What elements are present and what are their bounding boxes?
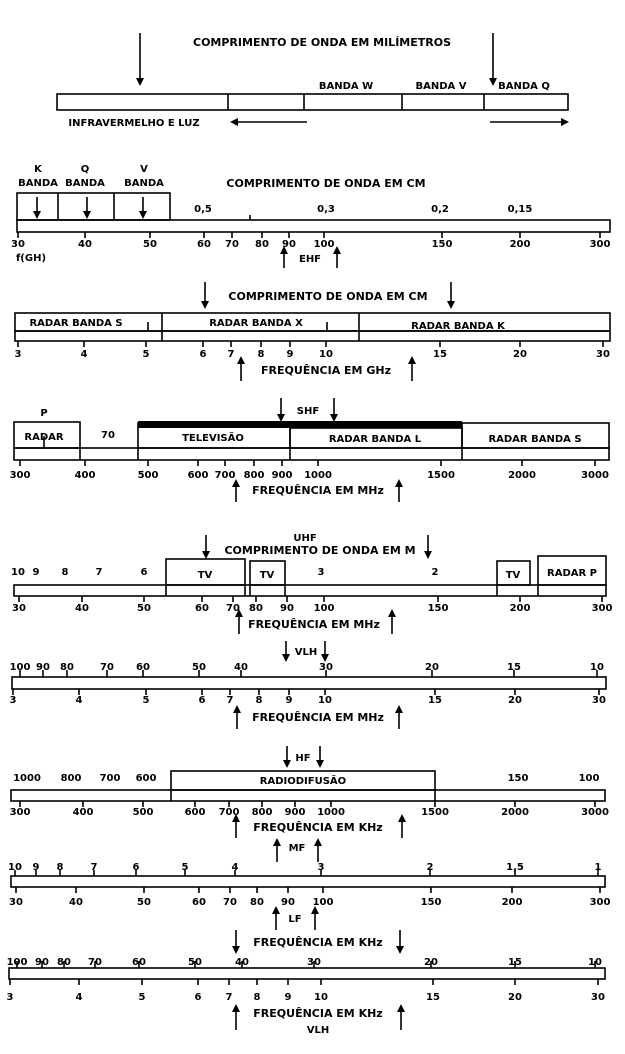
thick-band-bar <box>138 421 462 428</box>
wavelength-label: 2 <box>426 862 434 873</box>
fgh-label: f(GH) <box>15 253 47 264</box>
wavelength-label: 90 <box>35 957 49 968</box>
freq-tick-label: 700 <box>214 470 236 481</box>
freq-tick-label: 40 <box>69 897 83 908</box>
freq-tick-label: 9 <box>286 349 294 360</box>
freq-tick-label: 300 <box>589 239 611 250</box>
s8-freq-label: FREQUÊNCIA EM KHz <box>253 936 383 949</box>
freq-tick-label: 90 <box>281 897 295 908</box>
wavelength-label: 0,5 <box>194 204 212 215</box>
freq-tick-label: 900 <box>284 807 306 818</box>
s9-freq-label: FREQUÊNCIA EM KHz <box>253 1007 383 1020</box>
freq-tick-label: 5 <box>138 992 146 1003</box>
wavelength-label: 20 <box>425 662 439 673</box>
freq-tick-label: 400 <box>72 807 94 818</box>
freq-tick-label: 7 <box>226 695 234 706</box>
wavelength-label: 10 <box>11 567 25 578</box>
radar-x-label: RADAR BANDA X <box>209 318 303 329</box>
s5-title: COMPRIMENTO DE ONDA EM M <box>224 544 416 557</box>
freq-tick-label: 70 <box>226 603 240 614</box>
freq-tick-label: 40 <box>75 603 89 614</box>
wavelength-label: 150 <box>507 773 529 784</box>
ehf-label: EHF <box>298 254 322 265</box>
scale-bar <box>12 677 606 689</box>
freq-tick-label: 10 <box>318 695 332 706</box>
freq-tick-label: 6 <box>198 695 206 706</box>
mf-label: MF <box>288 843 306 854</box>
freq-tick-label: 30 <box>592 695 606 706</box>
s1-title: COMPRIMENTO DE ONDA EM MILÍMETROS <box>193 36 451 49</box>
radar-k-label: RADAR BANDA K <box>411 321 505 332</box>
freq-tick-label: 3 <box>14 349 22 360</box>
wavelength-label: 20 <box>424 957 438 968</box>
wavelength-label: 50 <box>192 662 206 673</box>
s5-freq-label: FREQUÊNCIA EM MHz <box>248 618 380 631</box>
band-bar <box>57 94 568 110</box>
freq-tick-label: 100 <box>313 603 335 614</box>
shf-label: SHF <box>296 406 320 417</box>
scale-bar <box>14 448 609 460</box>
freq-tick-label: 90 <box>282 239 296 250</box>
banda-label: BANDA <box>18 178 58 189</box>
freq-tick-label: 800 <box>243 470 265 481</box>
scale-bar <box>15 331 610 341</box>
freq-tick-label: 4 <box>75 695 83 706</box>
wavelength-label: 9 <box>32 862 40 873</box>
freq-tick-label: 3000 <box>581 807 609 818</box>
wavelength-label: 1,5 <box>506 862 524 873</box>
scale-bar <box>11 876 605 887</box>
freq-tick-label: 300 <box>9 470 31 481</box>
s4-freq-label: FREQUÊNCIA EM MHz <box>252 484 384 497</box>
radar-s-label: RADAR BANDA S <box>488 434 582 445</box>
wavelength-label: 30 <box>319 662 333 673</box>
vlh-label: VLH <box>294 647 318 658</box>
wavelength-label: 90 <box>36 662 50 673</box>
freq-tick-label: 6 <box>199 349 207 360</box>
wavelength-label: 3 <box>317 567 325 578</box>
wavelength-label: 0,3 <box>317 204 335 215</box>
radar-label: RADAR <box>24 432 64 443</box>
banda-label: BANDA <box>65 178 105 189</box>
freq-tick-label: 20 <box>513 349 527 360</box>
kqv-band-box <box>17 193 170 220</box>
wavelength-label: 9 <box>32 567 40 578</box>
freq-tick-label: 80 <box>249 603 263 614</box>
freq-tick-label: 1000 <box>317 807 345 818</box>
v-label: V <box>140 164 148 175</box>
wavelength-label: 60 <box>136 662 150 673</box>
wavelength-label: 70 <box>88 957 102 968</box>
freq-tick-label: 30 <box>9 897 23 908</box>
freq-tick-label: 4 <box>80 349 88 360</box>
wavelength-label: 40 <box>235 957 249 968</box>
banda-label: BANDA <box>124 178 164 189</box>
wavelength-label: 6 <box>132 862 140 873</box>
freq-tick-label: 60 <box>195 603 209 614</box>
wavelength-label: 6 <box>140 567 148 578</box>
freq-tick-label: 150 <box>431 239 453 250</box>
wavelength-label: 70 <box>100 662 114 673</box>
television-label: TELEVISÃO <box>182 433 244 444</box>
scale-bar <box>11 790 605 801</box>
wavelength-label: 3 <box>317 862 325 873</box>
k-label: K <box>34 164 42 175</box>
radar-l-label: RADAR BANDA L <box>328 434 422 445</box>
wavelength-label: 15 <box>507 662 521 673</box>
wavelength-label: 100 <box>578 773 600 784</box>
freq-tick-label: 30 <box>12 603 26 614</box>
freq-tick-label: 70 <box>223 897 237 908</box>
freq-tick-label: 5 <box>142 349 150 360</box>
freq-tick-label: 500 <box>137 470 159 481</box>
wavelength-label: 100 <box>9 662 31 673</box>
wavelength-label: 0,2 <box>431 204 449 215</box>
freq-tick-label: 3 <box>9 695 17 706</box>
vlh-label: VLH <box>306 1025 330 1036</box>
freq-tick-label: 80 <box>255 239 269 250</box>
freq-tick-label: 200 <box>509 603 531 614</box>
freq-tick-label: 8 <box>253 992 261 1003</box>
freq-tick-label: 100 <box>312 897 334 908</box>
freq-tick-label: 4 <box>75 992 83 1003</box>
freq-tick-label: 60 <box>192 897 206 908</box>
wavelength-label: 0,15 <box>507 204 533 215</box>
freq-tick-label: 20 <box>508 695 522 706</box>
freq-tick-label: 200 <box>501 897 523 908</box>
freq-tick-label: 60 <box>197 239 211 250</box>
scale-bar <box>9 968 605 979</box>
s7-freq-label: FREQUÊNCIA EM KHz <box>253 821 383 834</box>
wavelength-label: 40 <box>234 662 248 673</box>
freq-tick-label: 150 <box>427 603 449 614</box>
freq-tick-label: 7 <box>225 992 233 1003</box>
wavelength-label: 15 <box>508 957 522 968</box>
freq-tick-label: 15 <box>433 349 447 360</box>
freq-tick-label: 3000 <box>581 470 609 481</box>
s3-freq-label: FREQUÊNCIA EM GHz <box>261 364 391 377</box>
freq-tick-label: 8 <box>257 349 265 360</box>
tv-label: TV <box>259 570 275 581</box>
freq-tick-label: 300 <box>591 603 613 614</box>
wavelength-label: 4 <box>231 862 239 873</box>
freq-tick-label: 9 <box>284 992 292 1003</box>
freq-tick-label: 1000 <box>304 470 332 481</box>
radiodifusao-label: RADIODIFUSÃO <box>259 776 347 787</box>
freq-tick-label: 10 <box>314 992 328 1003</box>
wavelength-label: 5 <box>181 862 189 873</box>
wavelength-label: 600 <box>135 773 157 784</box>
radar-s-label: RADAR BANDA S <box>29 318 123 329</box>
uhf-label: UHF <box>293 533 317 544</box>
freq-tick-label: 2000 <box>508 470 536 481</box>
freq-tick-label: 600 <box>187 470 209 481</box>
lf-label: LF <box>288 914 302 925</box>
wavelength-label: 2 <box>431 567 439 578</box>
freq-tick-label: 30 <box>591 992 605 1003</box>
banda-w-label: BANDA W <box>318 81 374 92</box>
freq-tick-label: 300 <box>589 897 611 908</box>
freq-tick-label: 20 <box>508 992 522 1003</box>
wavelength-label: 7 <box>95 567 103 578</box>
wavelength-label: 1 <box>594 862 602 873</box>
freq-tick-label: 15 <box>428 695 442 706</box>
freq-tick-label: 100 <box>313 239 335 250</box>
freq-tick-label: 50 <box>143 239 157 250</box>
freq-tick-label: 80 <box>250 897 264 908</box>
wavelength-label: 700 <box>99 773 121 784</box>
banda-q-label: BANDA Q <box>498 81 550 92</box>
tv-label: TV <box>197 570 213 581</box>
tv-label: TV <box>505 570 521 581</box>
freq-tick-label: 2000 <box>501 807 529 818</box>
wavelength-label: 1000 <box>13 773 41 784</box>
scale-bar <box>14 585 606 596</box>
wavelength-label: 800 <box>60 773 82 784</box>
freq-tick-label: 600 <box>184 807 206 818</box>
freq-tick-label: 3 <box>6 992 14 1003</box>
freq-tick-label: 30 <box>11 239 25 250</box>
freq-tick-label: 400 <box>74 470 96 481</box>
wavelength-label: 10 <box>590 662 604 673</box>
seventy-label: 70 <box>101 430 115 441</box>
freq-tick-label: 10 <box>319 349 333 360</box>
hf-label: HF <box>295 753 311 764</box>
wavelength-label: 60 <box>132 957 146 968</box>
p-label: P <box>40 408 48 419</box>
wavelength-label: 50 <box>188 957 202 968</box>
wavelength-label: 8 <box>61 567 69 578</box>
wavelength-label: 100 <box>6 957 28 968</box>
freq-tick-label: 6 <box>194 992 202 1003</box>
banda-v-label: BANDA V <box>415 81 467 92</box>
radar-p-label: RADAR P <box>547 568 597 579</box>
freq-tick-label: 900 <box>271 470 293 481</box>
freq-tick-label: 50 <box>137 603 151 614</box>
wavelength-label: 10 <box>588 957 602 968</box>
wavelength-label: 80 <box>60 662 74 673</box>
wavelength-label: 7 <box>90 862 98 873</box>
freq-tick-label: 700 <box>218 807 240 818</box>
freq-tick-label: 800 <box>251 807 273 818</box>
freq-tick-label: 7 <box>227 349 235 360</box>
wavelength-label: 30 <box>307 957 321 968</box>
s3-title: COMPRIMENTO DE ONDA EM CM <box>228 290 428 303</box>
freq-tick-label: 500 <box>132 807 154 818</box>
freq-tick-label: 8 <box>255 695 263 706</box>
freq-tick-label: 9 <box>285 695 293 706</box>
freq-tick-label: 30 <box>596 349 610 360</box>
s2-title: COMPRIMENTO DE ONDA EM CM <box>226 177 426 190</box>
freq-tick-label: 5 <box>142 695 150 706</box>
freq-tick-label: 150 <box>420 897 442 908</box>
scale-bar <box>17 220 610 232</box>
s6-freq-label: FREQUÊNCIA EM MHz <box>252 711 384 724</box>
freq-tick-label: 300 <box>9 807 31 818</box>
freq-tick-label: 70 <box>225 239 239 250</box>
wavelength-label: 10 <box>8 862 22 873</box>
freq-tick-label: 15 <box>426 992 440 1003</box>
infra-label: INFRAVERMELHO E LUZ <box>68 118 200 129</box>
freq-tick-label: 50 <box>137 897 151 908</box>
wavelength-label: 80 <box>57 957 71 968</box>
freq-tick-label: 40 <box>78 239 92 250</box>
freq-tick-label: 90 <box>280 603 294 614</box>
wavelength-label: 8 <box>56 862 64 873</box>
freq-tick-label: 200 <box>509 239 531 250</box>
q-label: Q <box>80 164 90 175</box>
freq-tick-label: 1500 <box>421 807 449 818</box>
freq-tick-label: 1500 <box>427 470 455 481</box>
